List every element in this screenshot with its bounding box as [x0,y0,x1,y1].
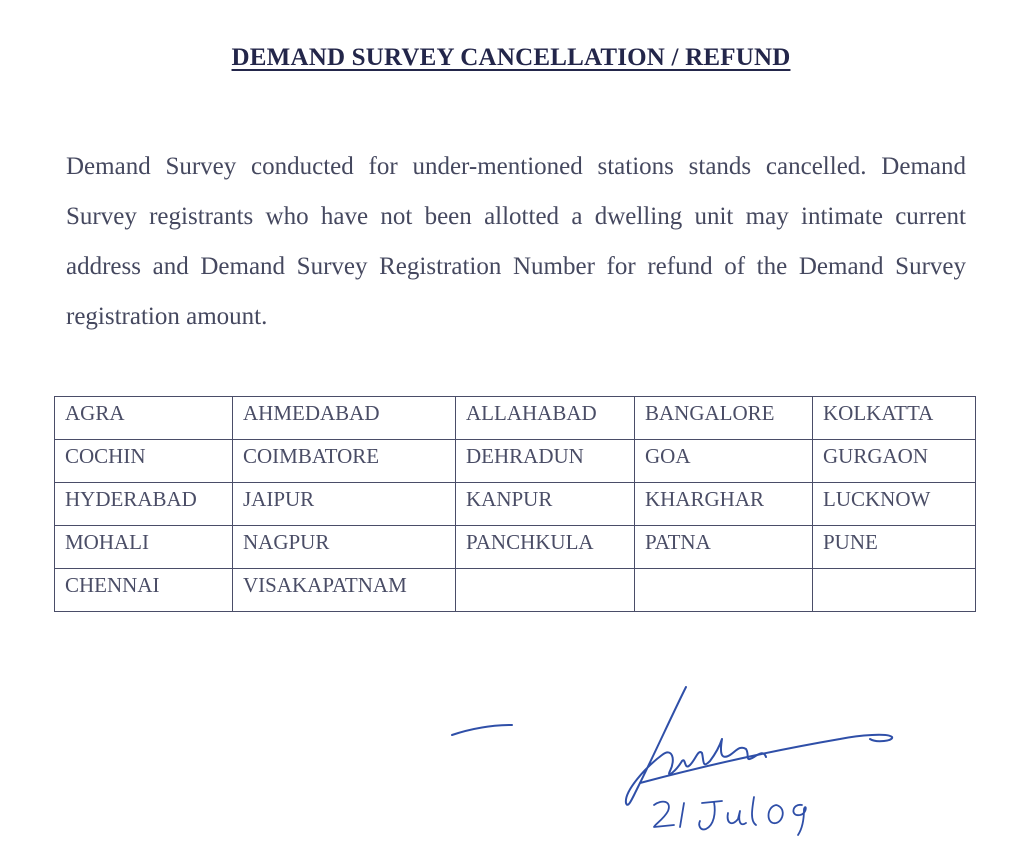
station-cell: KANPUR [456,483,635,526]
station-cell: AHMEDABAD [233,397,456,440]
document-title: DEMAND SURVEY CANCELLATION / REFUND [231,44,791,71]
station-cell: COCHIN [55,440,233,483]
station-cell: GURGAON [813,440,976,483]
station-cell: PUNE [813,526,976,569]
station-cell: PATNA [635,526,813,569]
station-cell: COIMBATORE [233,440,456,483]
table-row [55,440,976,483]
station-cell: DEHRADUN [456,440,635,483]
station-cell: NAGPUR [233,526,456,569]
handwritten-signature [440,675,910,845]
station-cell: JAIPUR [233,483,456,526]
notice-paragraph: Demand Survey conducted for under-mentioned stations stands cancelled. Demand Survey registrants who have not been allotted a dwelling unit may intimate current address and Demand Survey Registration Number for refund of the Demand Survey registration amount. [66,153,966,330]
station-cell: ALLAHABAD [456,397,635,440]
station-cell [456,569,635,612]
station-cell: VISAKAPATNAM [233,569,456,612]
station-cell: HYDERABAD [55,483,233,526]
station-cell [635,569,813,612]
station-cell: BANGALORE [635,397,813,440]
station-cell [813,569,976,612]
table-row [55,569,976,612]
station-cell: MOHALI [55,526,233,569]
station-cell: KOLKATTA [813,397,976,440]
station-cell: AGRA [55,397,233,440]
station-cell: KHARGHAR [635,483,813,526]
stations-table [54,396,976,612]
table-row [55,526,976,569]
table-row [55,483,976,526]
table-row [55,397,976,440]
station-cell: GOA [635,440,813,483]
station-cell: CHENNAI [55,569,233,612]
station-cell: PANCHKULA [456,526,635,569]
station-cell: LUCKNOW [813,483,976,526]
